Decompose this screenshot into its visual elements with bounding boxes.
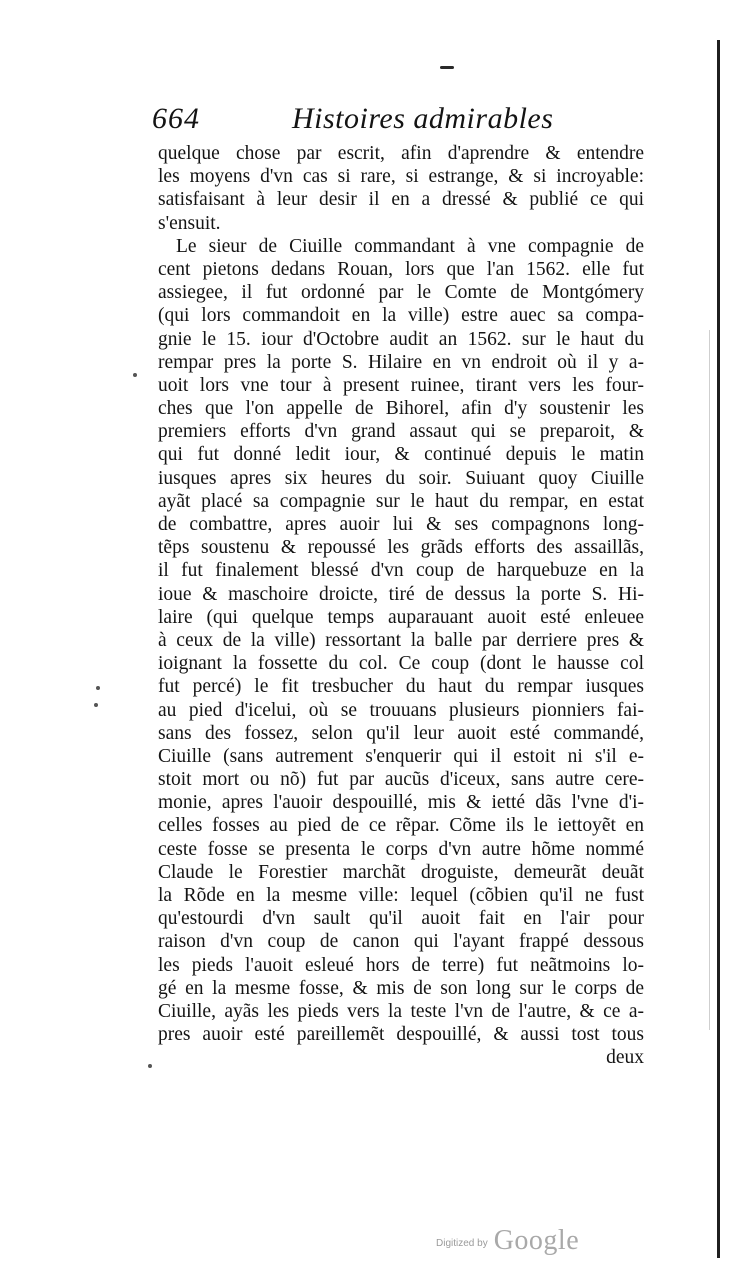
text-line: laire (qui quelque temps auparauant auoit esté enleuee bbox=[158, 606, 644, 628]
page-edge-shadow bbox=[709, 330, 710, 1030]
margin-speck bbox=[133, 373, 137, 377]
text-line: rempar pres la porte S. Hilaire en vn endroit où il y a- bbox=[158, 351, 644, 373]
margin-speck bbox=[96, 686, 100, 690]
text-line: pres auoir esté pareillemẽt despouillé, & aussi tost tous bbox=[158, 1024, 644, 1046]
text-line: à ceux de la ville) ressortant la balle par derriere pres & bbox=[158, 629, 644, 651]
digitized-watermark bbox=[436, 1221, 579, 1257]
text-line: s'ensuit. bbox=[158, 212, 221, 234]
catchword: deux bbox=[606, 1047, 644, 1069]
text-line: sans des fossez, selon qu'il leur auoit esté commandé, bbox=[158, 722, 644, 744]
text-line: premiers efforts d'vn grand assaut qui se preparoit, & bbox=[158, 421, 644, 443]
text-line: quelque chose par escrit, afin d'aprendre & entendre bbox=[158, 143, 644, 164]
text-line: tẽps soustenu & repoussé les grãds efforts des assaillãs, bbox=[158, 537, 644, 559]
text-line: gnie le 15. iour d'Octobre audit an 1562. sur le haut du bbox=[158, 328, 644, 350]
text-line: ayãt placé sa compagnie sur le haut du rempar, en estat bbox=[158, 490, 644, 512]
text-line: ches que l'on appelle de Bihorel, afin d'y soustenir les bbox=[158, 398, 644, 420]
text-line: Claude le Forestier marchãt droguiste, demeurãt deuãt bbox=[158, 861, 644, 883]
running-title: Histoires admirables bbox=[292, 102, 554, 135]
page-number: 664 bbox=[152, 102, 200, 135]
text-line: cent pietons dedans Rouan, lors que l'an 1562. elle fut bbox=[158, 258, 644, 280]
page-header bbox=[152, 100, 642, 140]
text-line: iusques apres six heures du soir. Suiuant quoy Ciuille bbox=[158, 467, 644, 489]
google-logo: Google bbox=[493, 1225, 580, 1256]
page-edge-line bbox=[717, 40, 720, 1258]
body-text bbox=[158, 142, 644, 1070]
text-line: ceste fosse se presenta le corps d'vn autre hõme nommé bbox=[158, 838, 644, 860]
text-line: celles fosses au pied de ce rẽpar. Cõme ils le iettoyẽt en bbox=[158, 815, 644, 837]
text-line: les pieds l'auoit esleué hors de terre) fut neãtmoins lo- bbox=[158, 954, 644, 976]
text-line: assiegee, il fut ordonné par le Comte de Montgómery bbox=[158, 282, 644, 304]
text-line: monie, apres l'auoir despouillé, mis & ietté dãs l'vne d'i- bbox=[158, 792, 644, 814]
text-line: fut percé) le fit tresbucher du haut du rempar iusques bbox=[158, 676, 644, 698]
text-line: qui fut donné ledit iour, & continué depuis le matin bbox=[158, 444, 644, 466]
text-line: Ciuille (sans autrement s'enquerir qui il estoit ni s'il e- bbox=[158, 745, 644, 767]
text-line: il fut finalement blessé d'vn coup de harquebuze en la bbox=[158, 560, 644, 582]
text-line: stoit mort ou nõ) fut par aucũs d'iceux, sans autre cere- bbox=[158, 769, 644, 791]
text-line: la Rõde en la mesme ville: lequel (cõbien qu'il ne fust bbox=[158, 885, 644, 906]
text-line: gé en la mesme fosse, & mis de son long sur le corps de bbox=[158, 977, 644, 999]
text-line: de combattre, apres auoir lui & ses compagnons long- bbox=[158, 514, 644, 535]
text-line: Ciuille, ayãs les pieds vers la teste l'vn de l'autre, & ce a- bbox=[158, 1000, 644, 1022]
text-line: les moyens d'vn cas si rare, si estrange, & si incroyable: bbox=[158, 166, 644, 188]
text-line: ioignant la fossette du col. Ce coup (dont le hausse col bbox=[158, 653, 644, 675]
text-line: raison d'vn coup de canon qui l'ayant frappé dessous bbox=[158, 931, 644, 953]
watermark-prefix: Digitized by bbox=[436, 1238, 488, 1249]
margin-speck bbox=[148, 1064, 152, 1068]
margin-speck bbox=[94, 703, 98, 707]
top-ink-mark bbox=[440, 66, 454, 69]
text-line: Le sieur de Ciuille commandant à vne compagnie de bbox=[176, 235, 644, 257]
text-line: satisfaisant à leur desir il en a dressé & publié ce qui bbox=[158, 189, 644, 211]
text-line: au pied d'icelui, où se trouuans plusieurs pionniers fai- bbox=[158, 699, 644, 721]
text-line: qu'estourdi d'vn sault qu'il auoit fait en l'air pour bbox=[158, 908, 644, 930]
text-line: uoit lors vne tour à present ruinee, tirant vers les four- bbox=[158, 374, 644, 396]
text-line: ioue & maschoire droicte, tiré de dessus la porte S. Hi- bbox=[158, 583, 644, 605]
text-line: (qui lors commandoit en la ville) estre auec sa compa- bbox=[158, 305, 644, 327]
